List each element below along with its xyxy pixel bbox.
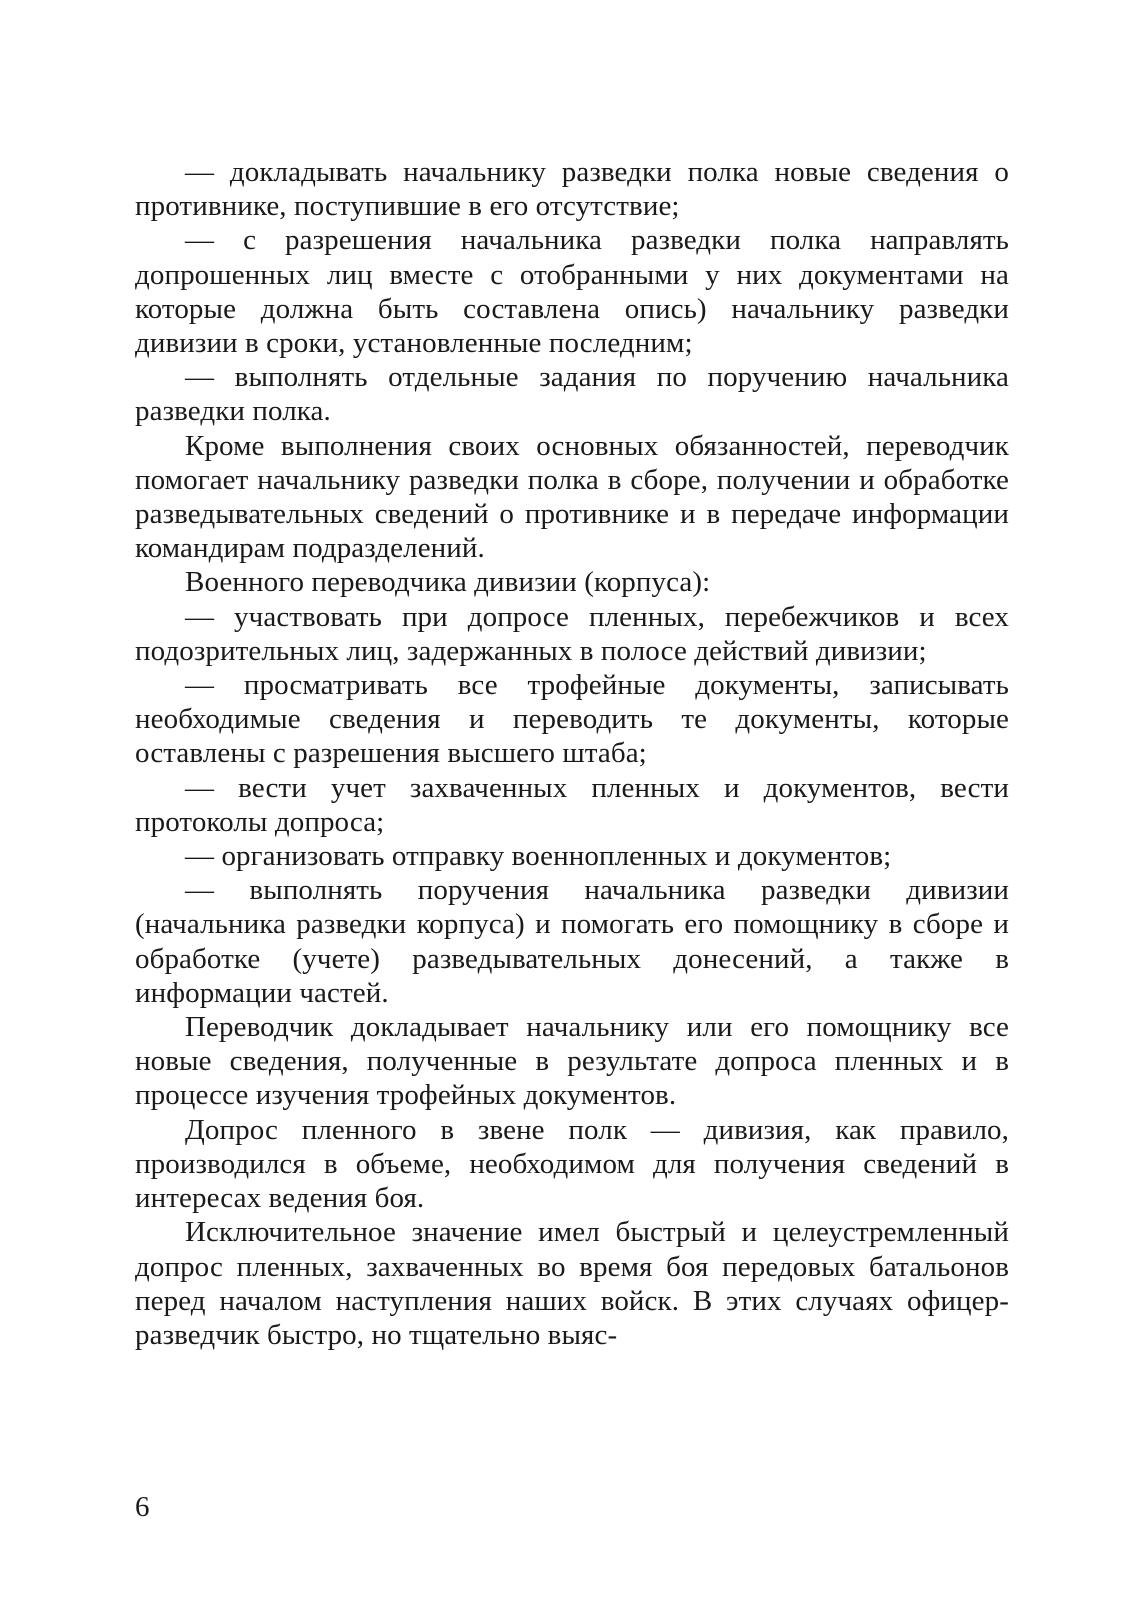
paragraph: — докладывать начальнику разведки полка новые сведения о противнике, поступившие в его отсутствие; [135, 156, 1009, 223]
paragraph: — организовать отправку военнопленных и документов; [185, 840, 892, 873]
paragraph: — с разрешения начальника разведки полка направлять допрошенных лиц вместе с отобранными у них документами на которые должна быть составлена опись) начальнику разведки дивизии в сроки, установленные последним; [135, 224, 1009, 360]
paragraph: Кроме выполнения своих основных обязанностей, переводчик помогает начальнику разведки полка в сборе, получении и обработке разведывательных сведений о противнике и в передаче информации командирам подразделений. [135, 429, 1009, 565]
paragraph: — просматривать все трофейные документы, записывать необходимые сведения и переводить те документы, которые оставлены с разрешения высшего штаба; [135, 669, 1009, 770]
paragraph: Исключительное значение имел быстрый и целеустремленный допрос пленных, захваченных во время боя передовых батальонов перед началом наступления наших войск. В этих случаях офицер-разведчик быстро, но тщательно выяс- [135, 1216, 1009, 1351]
paragraph: — выполнять отдельные задания по поручению начальника разведки полка. [135, 361, 1009, 428]
paragraph: — выполнять поручения начальника разведки дивизии (начальника разведки корпуса) и помогать его помощнику в сборе и обработке (учете) разведывательных донесений, а также в информации частей. [135, 874, 1009, 1009]
paragraph: Военного переводчика дивизии (корпуса): [185, 566, 711, 599]
page-body [135, 155, 1009, 1352]
paragraph: — участвовать при допросе пленных, перебежчиков и всех подозрительных лиц, задержанных в полосе действий дивизии; [135, 600, 1009, 667]
paragraph: Допрос пленного в звене полк — дивизия, как правило, производился в объеме, необходимом для получения сведений в интересах ведения боя. [135, 1113, 1009, 1215]
paragraph: Переводчик докладывает начальнику или его помощнику все новые сведения, полученные в результате допроса пленных и в процессе изучения трофейных документов. [135, 1011, 1009, 1112]
page-number: 6 [135, 1491, 150, 1523]
paragraph: — вести учет захваченных пленных и документов, вести протоколы допроса; [135, 771, 1009, 838]
